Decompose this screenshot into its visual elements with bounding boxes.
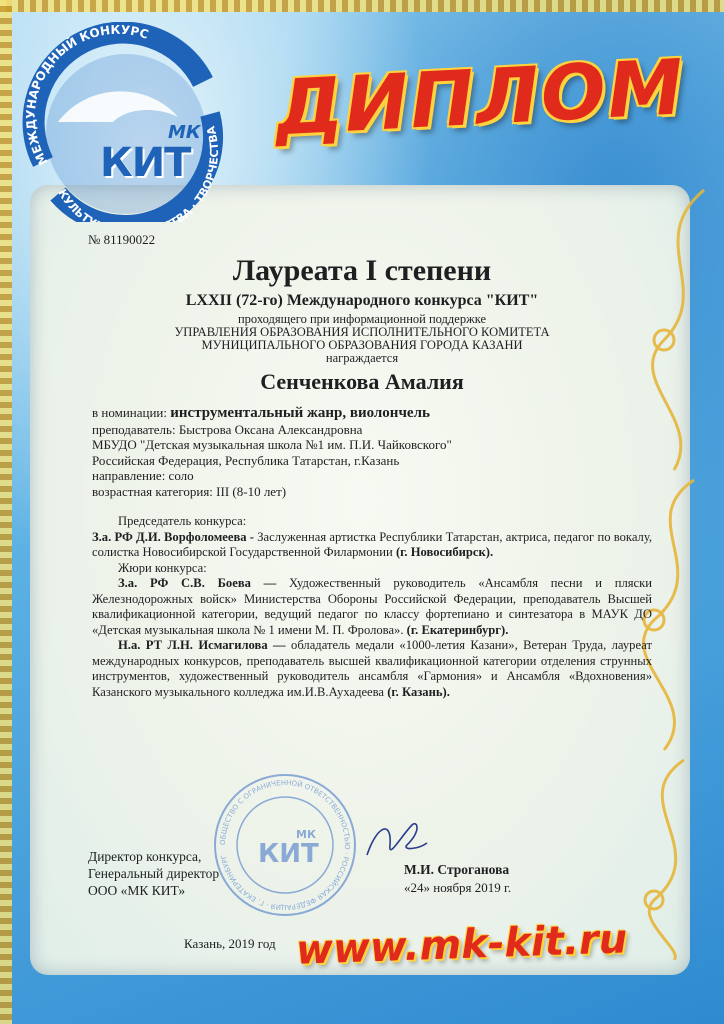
school-line: МБУДО "Детская музыкальная школа №1 им. П.И. Чайковского": [92, 437, 452, 452]
region-line: Российская Федерация, Республика Татарстан, г.Казань: [92, 452, 400, 468]
nomination-value: инструментальный жанр, виолончель: [170, 405, 430, 421]
chair-city: (г. Новосибирск).: [395, 545, 494, 559]
director-line-1: Директор конкурса,: [88, 849, 202, 864]
logo-ring-bottom-text: КУЛЬТ ВА · ТВОРЧЕСТВА: [55, 124, 222, 222]
awarded-text: награждается: [325, 351, 399, 365]
diploma-number: № 81190022: [88, 232, 156, 247]
award-degree: Лауреата I степени: [232, 254, 492, 287]
jury-section: [92, 514, 652, 700]
chair-entry: [92, 530, 652, 561]
lace-border-top: [0, 0, 724, 12]
support-line-2: УПРАВЛЕНИЯ ОБРАЗОВАНИЯ ИСПОЛНИТЕЛЬНОГО КОМИТЕТА: [174, 325, 550, 339]
city-year: Казань, 2019 год: [184, 936, 276, 951]
chair-name: З.а. РФ Д.И. Ворфоломеева -: [92, 529, 254, 544]
direction-line: направление: соло: [92, 468, 194, 483]
member1-desc: Художественный руководитель «Ансамбля песни и пляски Железнодорожных войск» Министерства Обороны Российской Федерации, преподаватель Высшей квалификационной категории, ведущий педагог по классу фортепиано и синтезатора в МАУК ДО «Детская музыкальная школа № 1 имени М. П. Фролова».: [92, 576, 652, 637]
jury-label: Жюри конкурса:: [118, 560, 207, 575]
official-stamp: [210, 770, 360, 920]
director-line-2: Генеральный директор: [88, 866, 220, 881]
nomination-label: в номинации:: [92, 405, 167, 420]
member1-city: (г. Екатеринбург).: [406, 622, 509, 637]
member2-city: (г. Казань).: [387, 684, 450, 699]
member2-desc: обладатель медали «1000-летия Казани», Ветеран Труда, лауреат международных конкурсов, преподаватель высшей квалификационной категории отделения струнных инструментов, художественный руководитель ансамбля «Гармония» и Ансамбля «Вдохновения» Казанского музыкального колледжа им.И.В.Аухадеева: [92, 638, 652, 699]
stamp-center-text: КИТ: [258, 839, 319, 869]
lace-border-left: [0, 0, 12, 1024]
teacher-line: преподаватель: Быстрова Оксана Александровна: [92, 421, 363, 437]
chair-desc: Заслуженная артистка Республики Татарстан, актриса, педагог по вокалу, солистка Новосибирской Государственной Филармонии: [92, 529, 653, 559]
age-line: возрастная категория: III (8-10 лет): [92, 483, 287, 499]
contest-name: LXXII (72-го) Международного конкурса "КИТ": [185, 292, 539, 309]
recipient-name: Сенченкова Амалия: [260, 369, 464, 394]
logo-kit-text: КИТ: [100, 140, 191, 186]
participant-details: [92, 405, 652, 499]
mk-kit-logo: [18, 22, 228, 222]
director-line-3: ООО «МК КИТ»: [88, 883, 186, 898]
support-line-1: проходящего при информационной поддержке: [237, 312, 487, 326]
member2-name: Н.а. РТ Л.Н. Исмагилова —: [118, 638, 286, 652]
jury-member-1: [92, 576, 652, 638]
logo-ring-top-text: МЕЖДУНАРОДНЫЙ КОНКУРС: [23, 22, 151, 168]
stamp-ring-text: ОБЩЕСТВО С ОГРАНИЧЕННОЙ ОТВЕТСТВЕННОСТЬЮ · РОССИЙСКАЯ ФЕДЕРАЦИЯ · Г. ЕКАТЕРИНБУРГ: [218, 778, 352, 912]
director-block: [88, 848, 219, 899]
nomination-line: [92, 405, 652, 422]
website-link[interactable]: www.mk-kit.ru: [295, 916, 628, 974]
logo-mk-text: МК: [168, 122, 201, 143]
support-line-3: МУНИЦИПАЛЬНОГО ОБРАЗОВАНИЯ ГОРОДА КАЗАНИ: [201, 338, 523, 352]
chair-label: Председатель конкурса:: [118, 514, 247, 528]
stamp-mk-text: МК: [296, 828, 316, 841]
member1-name: З.а. РФ С.В. Боева —: [118, 576, 277, 590]
jury-member-2: [92, 638, 652, 700]
signer-name: М.И. Строганова: [404, 862, 510, 877]
issue-date: «24» ноября 2019 г.: [404, 880, 512, 895]
diploma-title: ДИПЛОМ: [272, 42, 688, 153]
